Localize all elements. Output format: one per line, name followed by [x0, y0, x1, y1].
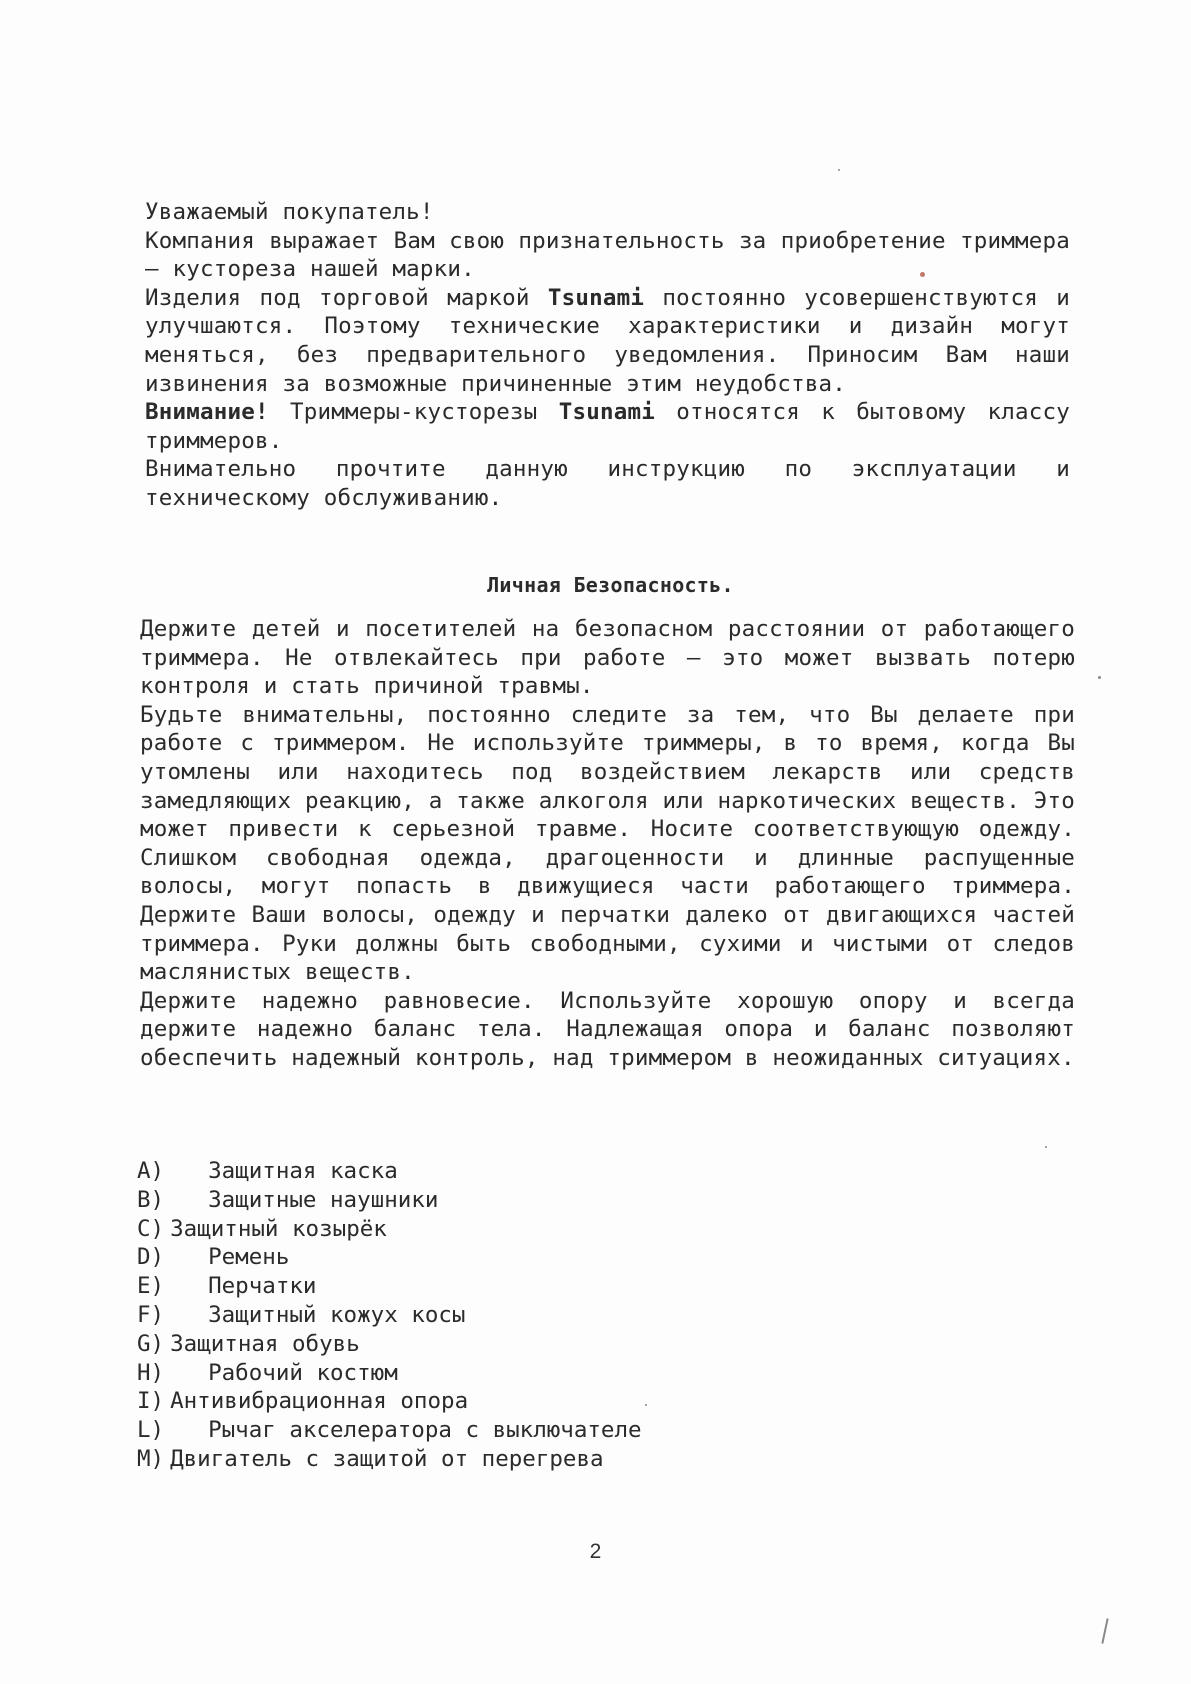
- list-item: [137, 1445, 837, 1474]
- list-item-text: Защитный козырёк: [170, 1215, 387, 1242]
- list-item-letter: M): [137, 1445, 165, 1472]
- scan-speck: [1101, 1618, 1108, 1644]
- list-item-letter: G): [137, 1330, 165, 1357]
- section-heading: Личная Безопасность.: [487, 573, 734, 597]
- list-item-letter: B): [137, 1186, 165, 1213]
- intro-p2-end: постоянно усовершенствуются и улучшаются. Поэтому технические характеристики и дизайн могут меняться, без предварительного уведомления. Приносим Вам наши извинения за возможные причиненные этим неудобства.: [145, 284, 1070, 397]
- greeting: Уважаемый покупатель!: [145, 199, 434, 225]
- intro-p2-start: Изделия под торговой маркой: [145, 284, 548, 311]
- scan-speck: [645, 1404, 647, 1406]
- safety-section: [140, 615, 1075, 1073]
- brand-name-2: Tsunami: [558, 399, 655, 426]
- safety-paragraph-2: Будьте внимательны, постоянно следите за тем, что Вы делаете при работе с триммером. Не используйте триммеры, в то время, когда Вы утомлены или находитесь под воздействием лекарств или средств замедляющих реакцию, а также алкоголя или наркотических веществ. Это может привести к серьезной травме. Носите соответствующую одежду. Слишком свободная одежда, драгоценности и длинные распущенные волосы, могут попасть в движущиеся части работающего триммера. Держите Ваши волосы, одежду и перчатки далеко от двигающихся частей триммера. Руки должны быть свободными, сухими и чистыми от следов маслянистых веществ.: [140, 701, 1075, 986]
- list-item-text: Антивибрационная опора: [170, 1388, 469, 1415]
- list-item: [137, 1330, 837, 1359]
- list-item-text: Рычаг акселератора с выключателе: [208, 1417, 642, 1444]
- list-item-letter: C): [137, 1215, 165, 1242]
- list-item-letter: F): [137, 1301, 165, 1328]
- list-item: [137, 1243, 837, 1272]
- safety-paragraph-1: Держите детей и посетителей на безопасном расстоянии от работающего триммера. Не отвлекайтесь при работе – это может вызвать потерю контроля и стать причиной травмы.: [140, 616, 1075, 700]
- scan-speck: [838, 169, 840, 171]
- list-item: [137, 1301, 837, 1330]
- list-item-text: Перчатки: [208, 1273, 317, 1300]
- intro-paragraph-4: Внимательно прочтите данную инструкцию по эксплуатации и техническому обслуживанию.: [145, 456, 1070, 511]
- scan-speck: [1045, 1146, 1047, 1148]
- list-item-text: Защитные наушники: [208, 1186, 439, 1213]
- intro-paragraph-2: [145, 284, 1070, 398]
- list-item-text: Защитная обувь: [170, 1330, 360, 1357]
- brand-name: Tsunami: [547, 284, 645, 311]
- list-item-letter: A): [137, 1158, 165, 1184]
- scan-speck: [920, 272, 925, 277]
- list-item: [137, 1387, 837, 1416]
- intro-p3-start: Триммеры-кусторезы: [268, 399, 559, 426]
- list-item: [137, 1215, 837, 1244]
- list-item-text: Двигатель с защитой от перегрева: [170, 1445, 604, 1472]
- attention-label: Внимание!: [145, 399, 269, 426]
- intro-paragraph-3: [145, 398, 1070, 455]
- page-number: 2: [589, 1540, 602, 1563]
- list-item-text: Рабочий костюм: [208, 1359, 398, 1386]
- intro-paragraph-1: Компания выражает Вам свою признательность за приобретение триммера – кустореза нашей марки.: [145, 227, 1070, 283]
- list-item: [137, 1416, 837, 1445]
- list-item: [137, 1272, 837, 1301]
- list-item-text: Защитный кожух косы: [208, 1301, 466, 1328]
- list-item-letter: D): [137, 1244, 165, 1271]
- list-item-letter: I): [137, 1388, 165, 1415]
- safety-paragraph-3: Держите надежно равновесие. Используйте хорошую опору и всегда держите надежно баланс тела. Надлежащая опора и баланс позволяют обеспечить надежный контроль, над триммером в неожиданных ситуациях.: [140, 987, 1075, 1071]
- intro-p3-end: относятся к бытовому классу триммеров.: [145, 399, 1070, 454]
- list-item: [137, 1186, 837, 1215]
- equipment-list: [137, 1157, 837, 1474]
- list-item-text: Ремень: [208, 1244, 290, 1271]
- list-item: [137, 1359, 837, 1388]
- list-item: [137, 1157, 837, 1186]
- list-item-letter: L): [137, 1417, 165, 1444]
- list-item-letter: E): [137, 1273, 165, 1300]
- list-item-text: Защитная каска: [208, 1158, 398, 1184]
- intro-section: [145, 198, 1070, 513]
- scan-speck: [1098, 676, 1101, 679]
- list-item-letter: H): [137, 1359, 165, 1386]
